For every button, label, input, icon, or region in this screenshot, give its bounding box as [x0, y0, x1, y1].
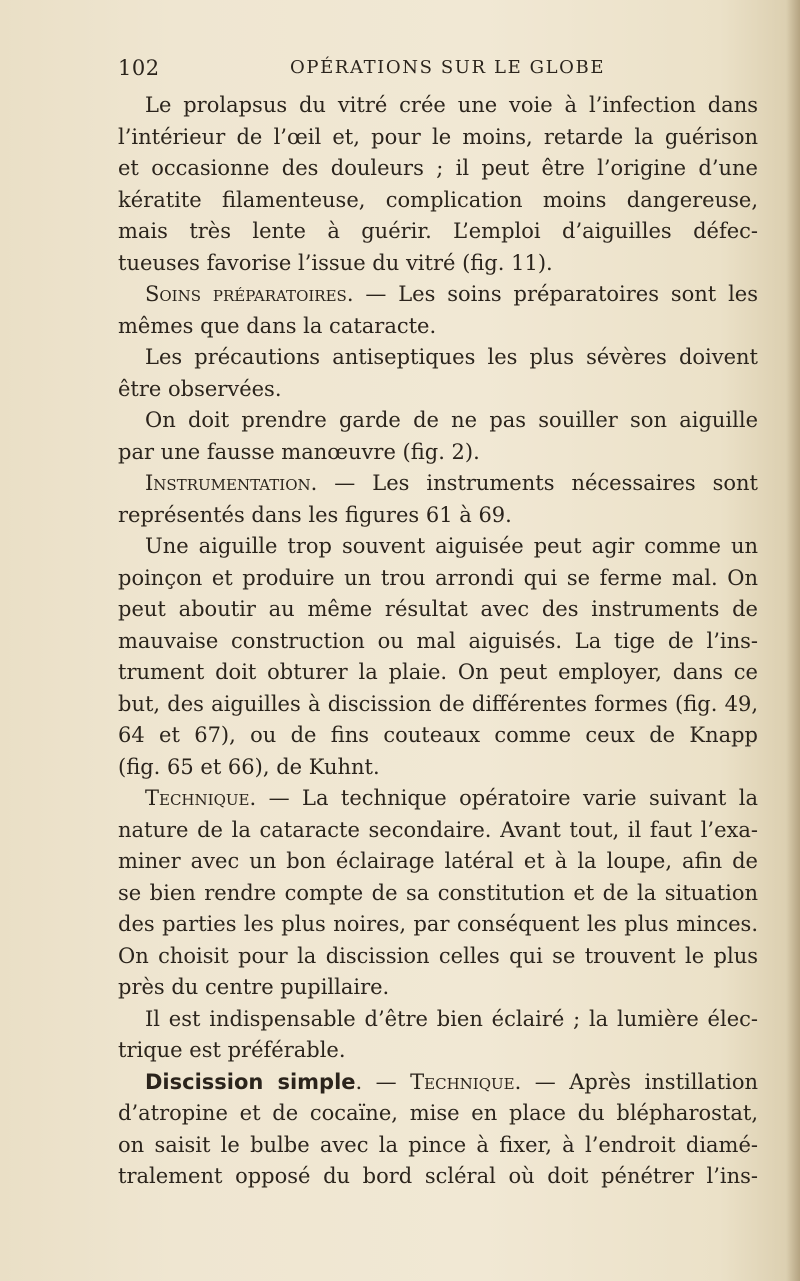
- text-line: d’atropine et de cocaïne, mise en place du blépharostat,: [118, 1101, 758, 1125]
- section-line-instrumentation: [118, 468, 758, 500]
- text-line: Une aiguille trop souvent aiguisée peut agir comme un: [145, 534, 758, 558]
- text-line: mêmes que dans la cataracte.: [118, 313, 437, 338]
- section-heading-soins: Soins préparatoires: [145, 282, 347, 306]
- text-line: 64 et 67), ou de fins couteaux comme ceux de Knapp: [118, 723, 758, 747]
- section-heading-technique: Technique: [145, 786, 250, 810]
- section-text: . — Les instruments nécessaires sont: [310, 471, 758, 495]
- text-line: des parties les plus noires, par conséquent les plus minces.: [118, 912, 758, 936]
- text-line: tralement opposé du bord scléral où doit pénétrer l’ins-: [118, 1164, 758, 1188]
- text-line: but, des aiguilles à discission de différentes formes (fig. 49,: [118, 691, 758, 716]
- text-line: peut aboutir au même résultat avec des instruments de: [118, 597, 758, 621]
- section-text: . — Après instillation: [514, 1069, 758, 1094]
- page-number: 102: [118, 56, 160, 80]
- text-line: Il est indispensable d’être bien éclairé ; la lumière élec-: [145, 1006, 758, 1031]
- running-header: [118, 56, 758, 84]
- section-heading-discission-simple: Discission simple: [145, 1069, 356, 1094]
- page-edge-shadow: [786, 0, 800, 1281]
- text-line: se bien rendre compte de sa constitution et de la situation: [118, 880, 758, 905]
- text-line: kératite filamenteuse, complication moins dangereuse,: [118, 187, 758, 212]
- section-text: . — La technique opératoire varie suivant la: [249, 786, 758, 810]
- text-line: On choisit pour la discission celles qui se trouvent le plus: [118, 943, 758, 968]
- text-line: être observées.: [118, 376, 282, 401]
- text-line: mais très lente à guérir. L’emploi d’aiguilles défec-: [118, 219, 758, 243]
- section-text: . —: [355, 1069, 411, 1094]
- section-line-soins: [118, 279, 758, 311]
- section-line-discission: [118, 1067, 758, 1099]
- text-line: trument doit obturer la plaie. On peut employer, dans ce: [118, 660, 758, 684]
- text-line: l’intérieur de l’œil et, pour le moins, retarde la guérison: [118, 124, 758, 149]
- section-text: . — Les soins préparatoires sont les: [346, 282, 759, 306]
- text-line: et occasionne des douleurs ; il peut être l’origine d’une: [118, 156, 758, 180]
- text-line: près du centre pupillaire.: [118, 975, 390, 999]
- text-line: on saisit le bulbe avec la pince à fixer, à l’endroit diamé-: [118, 1132, 758, 1157]
- text-line: tueuses favorise l’issue du vitré (fig. 11).: [118, 250, 553, 275]
- text-line: nature de la cataracte secondaire. Avant tout, il faut l’exa-: [118, 817, 758, 842]
- section-heading-technique-2: Technique: [410, 1069, 515, 1094]
- text-line: poinçon et produire un trou arrondi qui se ferme mal. On: [118, 565, 758, 590]
- text-line: Les précautions antiseptiques les plus sévères doivent: [145, 345, 758, 369]
- text-line: par une fausse manœuvre (fig. 2).: [118, 439, 480, 464]
- text-line: (fig. 65 et 66), de Kuhnt.: [118, 754, 380, 779]
- text-line: miner avec un bon éclairage latéral et à la loupe, afin de: [118, 849, 758, 873]
- section-line-technique: [118, 783, 758, 815]
- text-line: mauvaise construction ou mal aiguisés. La tige de l’ins-: [118, 628, 758, 653]
- section-heading-instrumentation: Instrumentation: [145, 471, 311, 495]
- body-text: [118, 90, 758, 1193]
- text-line: trique est préférable.: [118, 1038, 346, 1062]
- running-title: OPÉRATIONS SUR LE GLOBE: [290, 57, 606, 78]
- text-line: On doit prendre garde de ne pas souiller son aiguille: [145, 408, 758, 432]
- text-line: Le prolapsus du vitré crée une voie à l’infection dans: [145, 93, 758, 117]
- text-line: représentés dans les figures 61 à 69.: [118, 502, 512, 527]
